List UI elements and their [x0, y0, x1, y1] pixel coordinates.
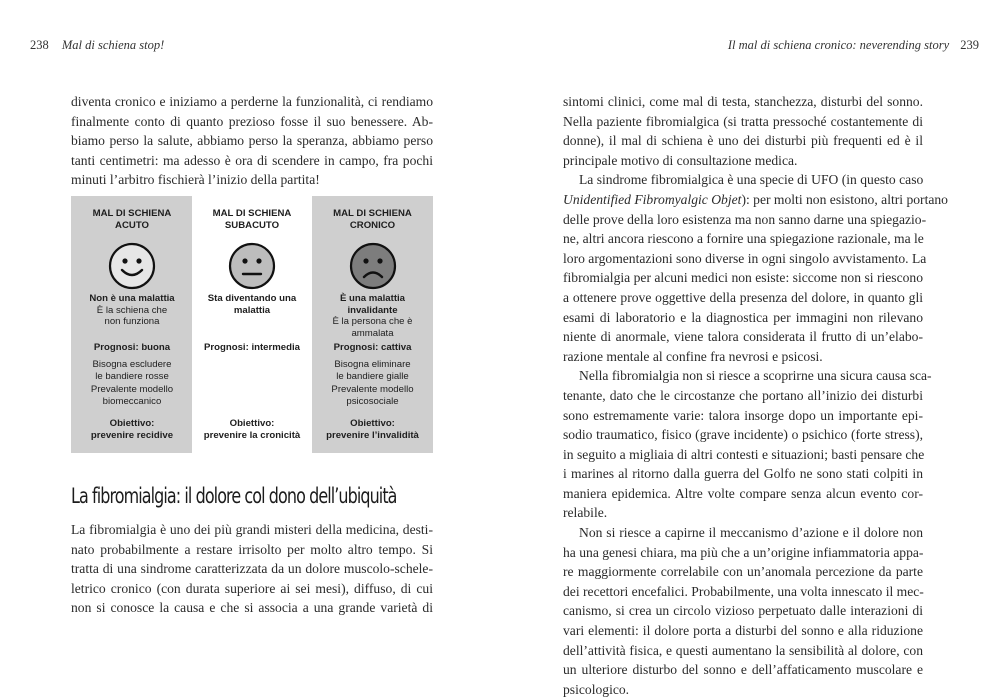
notes-flags: Bisogna eliminare le bandiere gialle — [334, 359, 411, 382]
left-page-number: 238 — [30, 38, 49, 52]
right-page-text — [563, 92, 948, 699]
text-line: i marines al ritorno dalla guerra del Golfo ne sono stati colpiti in — [563, 466, 923, 482]
text-line: a ottenere prove oggettive della presenza del dolore, in quanto gli — [563, 289, 923, 305]
text-line: ha una genesi chiara, ma più che a un’origine infiammatoria appa- — [563, 544, 924, 560]
notes-model: Prevalente modello psicosociale — [331, 384, 414, 407]
text-line: relabile. — [563, 505, 608, 521]
text-line: diventa cronico e iniziamo a perderne la funzionalità, ci rendiamo — [71, 94, 433, 109]
text-line: canismo, si crea un circolo vizioso perpetuato dalle interazioni di — [563, 603, 923, 619]
text-line: dell’attività fisica, e questi aumentano la sensibilità al dolore, con — [563, 642, 923, 658]
text-line: tenante, dato che le circostanze che portano all’inizio dei disturbi — [563, 387, 923, 403]
goal: Obiettivo: prevenire la cronicità — [203, 418, 301, 441]
prognosis: Prognosi: intermedia — [204, 342, 300, 353]
text-line: Nella paziente fibromialgica (si tratta pressoché costantemente di — [563, 113, 923, 129]
text-line: maniera epidemica. Altre volte compare senza alcun evento cor- — [563, 485, 923, 501]
text-line: principale motivo di consultazione medica. — [563, 152, 798, 168]
right-page-header — [728, 38, 979, 53]
text-line: sintomi clinici, come mal di testa, stanchezza, disturbi del sonno. — [563, 94, 923, 109]
text-line: letrico cronico (con durata superiore ai sei mesi), diffuso, di cui — [71, 580, 433, 596]
text-line: loro argomentazioni sono diverse in ogni singolo avvistamento. La — [563, 250, 927, 266]
back-pain-comparison-table — [71, 196, 433, 453]
text-line: non si conosce la causa e che si associa a una grande varietà di — [71, 600, 433, 616]
text-line: ne, altri ancora riescono a fornire una spiegazione razionale, ma le — [563, 231, 924, 247]
text-line: Unidentified Fibromyalgic Objet): per molti non esistono, altri portano — [563, 191, 948, 207]
notes-flags: Bisogna escludere le bandiere rosse — [92, 359, 172, 382]
happy-face-icon — [108, 242, 156, 290]
text-line: un ulteriore disturbo del sonno e dell’affaticamento muscolare e — [563, 662, 923, 678]
text-line: Non si riesce a capirne il meccanismo d’azione e il dolore non — [579, 525, 923, 541]
column-title: MAL DI SCHIENA SUBACUTO — [212, 208, 292, 231]
text-line: razione mentale al confine fra nevrosi e psicosi. — [563, 348, 823, 364]
left-page-header — [30, 38, 164, 53]
notes-model: Prevalente modello biomeccanico — [90, 384, 174, 407]
text-line: dei recettori encefalici. Probabilmente, una volta innescato il mec- — [563, 583, 924, 599]
italic-term: Unidentified Fibromyalgic Objet — [563, 191, 742, 207]
text-line: psicologico. — [563, 681, 630, 697]
goal: Obiettivo: prevenire l’invalidità — [326, 418, 419, 441]
status: Non è una malattia È la schiena che non funziona — [89, 293, 175, 327]
text-line: finalmente conto di quanto prezioso fosse il suo benessere. Ab- — [71, 113, 433, 129]
text-line: fibromialgia per alcuni medici non esiste: siccome non si riescono — [563, 270, 923, 286]
left-bottom-paragraph — [71, 520, 433, 618]
text-line: delle prove della loro esistenza ma non sanno darne una spiegazio- — [563, 211, 927, 227]
left-top-paragraph — [71, 92, 433, 190]
section-heading: La fibromialgia: il dolore col dono dell’ubiquità — [71, 484, 397, 508]
text-line: sono estremamente varie: talora insorge dopo un importante epi- — [563, 407, 923, 423]
text-line: nato probabilmente a restare irrisolto per molto altro tempo. Si — [71, 541, 433, 557]
column-title: MAL DI SCHIENA ACUTO — [92, 208, 172, 231]
text-line: La fibromialgia è uno dei più grandi misteri della medicina, desti- — [71, 522, 433, 537]
acute-column — [71, 196, 193, 453]
column-title: MAL DI SCHIENA CRONICO — [333, 208, 412, 231]
text-line: sodio traumatico, fisico (grave incidente) o psichico (forte stress), — [563, 427, 923, 443]
right-running-title: Il mal di schiena cronico: neverending story — [727, 38, 950, 52]
text-line: La sindrome fibromialgica è una specie di UFO (in questo caso — [579, 172, 924, 188]
text-line: esami di laboratorio e la diagnostica per immagini non rilevano — [563, 309, 923, 325]
status: Sta diventando una malattia — [207, 293, 297, 316]
prognosis: Prognosi: buona — [93, 342, 171, 353]
prognosis: Prognosi: cattiva — [333, 342, 412, 353]
right-page-number: 239 — [960, 38, 979, 52]
sad-face-icon — [349, 242, 397, 290]
subacute-column — [192, 196, 312, 453]
text-line: vari elementi: il dolore porta a disturbi del sonno e alla riduzione — [563, 623, 923, 639]
text-line: donne), il mal di schiena è uno dei disturbi più frequenti ed è il — [563, 133, 923, 149]
text-line: in seguito a migliaia di altri contesti e situazioni; basti pensare che — [563, 446, 925, 462]
text-line: Nella fibromialgia non si riesce a scoprirne una sicura causa sca- — [579, 368, 932, 384]
status: È una malattia invalidante È la persona che è ammalata — [332, 293, 413, 339]
left-running-title: Mal di schiena stop! — [61, 38, 165, 52]
text-line: biamo perso la salute, abbiamo perso la speranza, abbiamo perso — [71, 133, 433, 149]
text-line: niente di anormale, viene talora considerata il frutto di un’elabo- — [563, 329, 923, 345]
text-line: minuti l’arbitro fischierà l’inizio della partita! — [71, 172, 320, 188]
text-line: tratta di una sindrome caratterizzata da un dolore muscolo-schele- — [71, 561, 433, 577]
text-line: re maggiormente correlabile con un’anomala percezione da parte — [563, 564, 923, 580]
neutral-face-icon — [228, 242, 276, 290]
text-line: tanti centimetri: ma adesso è ora di scendere in campo, fra pochi — [71, 152, 433, 168]
chronic-column — [312, 196, 433, 453]
goal: Obiettivo: prevenire recidive — [90, 418, 174, 441]
